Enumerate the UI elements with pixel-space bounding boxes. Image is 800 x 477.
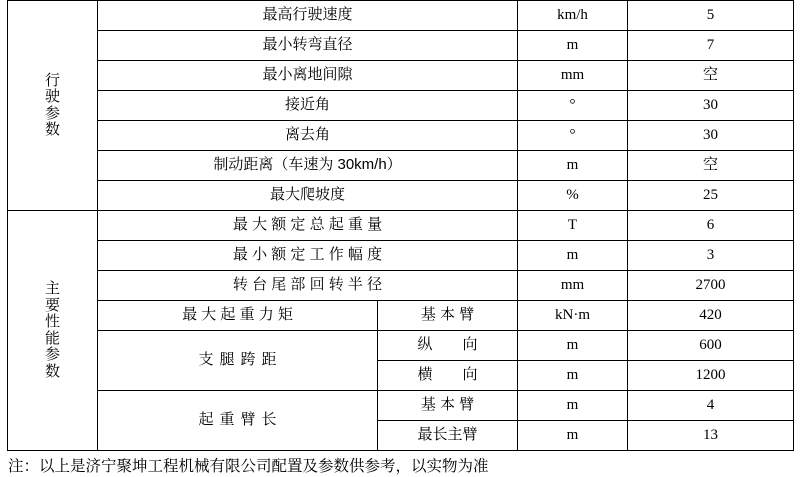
param-value: 空 xyxy=(628,61,794,91)
param-name: 离去角 xyxy=(98,121,518,151)
param-name: 最 小 额 定 工 作 幅 度 xyxy=(98,241,518,271)
table-row xyxy=(8,241,794,271)
table-row xyxy=(8,331,794,361)
table-row xyxy=(8,121,794,151)
param-value: 3 xyxy=(628,241,794,271)
param-name: 最高行驶速度 xyxy=(98,1,518,31)
group-label-char: 数 xyxy=(44,121,60,138)
group-label-char: 行 xyxy=(44,71,60,89)
param-value: 13 xyxy=(628,421,794,451)
param-subname: 纵 向 xyxy=(378,331,518,361)
table-row xyxy=(8,301,794,331)
specification-table xyxy=(7,0,794,451)
param-name: 最小转弯直径 xyxy=(98,31,518,61)
table-row xyxy=(8,31,794,61)
table-row xyxy=(8,91,794,121)
param-unit: m xyxy=(518,361,628,391)
param-value: 30 xyxy=(628,91,794,121)
param-unit: m xyxy=(518,31,628,61)
param-subname: 横 向 xyxy=(378,361,518,391)
param-name: 最 大 额 定 总 起 重 量 xyxy=(98,211,518,241)
table-row xyxy=(8,1,794,31)
group-label-char: 要 xyxy=(44,296,60,314)
table-row xyxy=(8,211,794,241)
param-unit: ° xyxy=(518,91,628,121)
param-name: 接近角 xyxy=(98,91,518,121)
group-label-char: 驶 xyxy=(44,88,60,105)
footnote: 注：以上是济宁聚坤工程机械有限公司配置及参数供参考，以实物为准 xyxy=(8,458,489,475)
param-value: 4 xyxy=(628,391,794,421)
param-unit: m xyxy=(518,151,628,181)
group-label-char: 数 xyxy=(44,362,60,380)
param-unit: m xyxy=(518,331,628,361)
param-unit: T xyxy=(518,211,628,241)
param-value: 空 xyxy=(628,151,794,181)
group-label-driving xyxy=(8,1,98,211)
param-unit: ° xyxy=(518,121,628,151)
param-name: 最 大 起 重 力 矩 xyxy=(98,301,378,331)
param-name: 起重臂长 xyxy=(98,391,378,451)
table-row xyxy=(8,391,794,421)
param-unit: kN·m xyxy=(518,301,628,331)
group-label-char: 性 xyxy=(44,313,60,330)
param-value: 30 xyxy=(628,121,794,151)
table-row xyxy=(8,271,794,301)
table-row xyxy=(8,181,794,211)
group-label-performance xyxy=(8,211,98,451)
param-unit: % xyxy=(518,181,628,211)
param-subname: 基 本 臂 xyxy=(378,391,518,421)
param-name: 制动距离（车速为 30km/h） xyxy=(98,151,518,181)
param-unit: m xyxy=(518,421,628,451)
param-unit: mm xyxy=(518,61,628,91)
param-value: 7 xyxy=(628,31,794,61)
param-value: 6 xyxy=(628,211,794,241)
param-name: 最大爬坡度 xyxy=(98,181,518,211)
param-name: 转 台 尾 部 回 转 半 径 xyxy=(98,271,518,301)
group-label-char: 主 xyxy=(44,280,60,297)
param-value: 25 xyxy=(628,181,794,211)
param-value: 2700 xyxy=(628,271,794,301)
param-subname: 基 本 臂 xyxy=(378,301,518,331)
param-unit: mm xyxy=(518,271,628,301)
param-name: 最小离地间隙 xyxy=(98,61,518,91)
param-unit: m xyxy=(518,391,628,421)
param-value: 600 xyxy=(628,331,794,361)
group-label-char: 能 xyxy=(44,329,60,347)
param-unit: km/h xyxy=(518,1,628,31)
param-subname: 最长主臂 xyxy=(378,421,518,451)
param-name: 支腿跨距 xyxy=(98,331,378,391)
param-unit: m xyxy=(518,241,628,271)
group-label-char: 参 xyxy=(44,104,60,122)
param-value: 420 xyxy=(628,301,794,331)
table-row xyxy=(8,61,794,91)
group-label-char: 参 xyxy=(44,346,60,363)
param-value: 1200 xyxy=(628,361,794,391)
param-value: 5 xyxy=(628,1,794,31)
table-row xyxy=(8,151,794,181)
